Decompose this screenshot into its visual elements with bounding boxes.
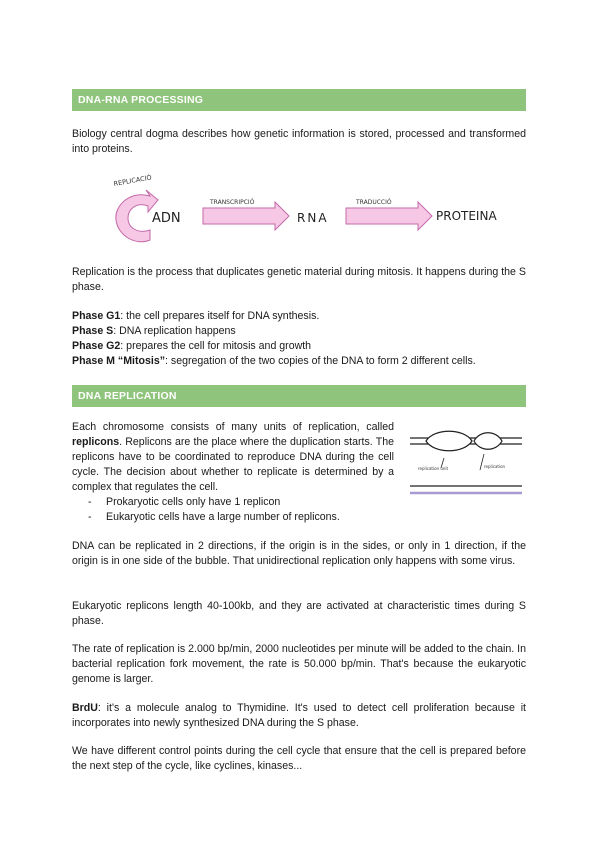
transcription-label: TRANSCRIPCIÓ — [210, 199, 255, 206]
rna-label: RNA — [297, 211, 329, 225]
replicons-paragraph: Each chromosome consists of many units of replication, called replicons. Replicons are the place where the duplication starts. The replicons have to be coordinated to reproduce DNA during the cell cycle. The decision about whether to replicate is determined by a complex that regulates the cell. — [72, 421, 394, 493]
replication-bubble-diagram — [404, 424, 528, 506]
translation-arrow — [346, 202, 432, 230]
replication-definition: Replication is the process that duplicates genetic material during mitosis. It happens during the S phase. — [72, 266, 526, 293]
eukaryotic-paragraph: Eukaryotic replicons length 40-100kb, and they are activated at characteristic times during S phase. — [72, 600, 526, 627]
phase-item-g2: Phase G2: prepares the cell for mitosis and growth — [72, 340, 312, 352]
phase-list — [72, 309, 526, 369]
translation-label: TRADUCCIÓ — [356, 199, 392, 206]
replication-bubble-left — [426, 431, 472, 451]
adn-label: ADN — [152, 211, 181, 226]
replication-label-right: replication — [484, 464, 506, 469]
replicon-bullet-list — [88, 495, 340, 525]
protein-label: PROTEINA — [436, 209, 497, 223]
replication-unit-label: replication unit — [418, 466, 449, 471]
bullet-item: - Eukaryotic cells have a large number of replicons. — [88, 511, 340, 523]
rate-paragraph: The rate of replication is 2.000 bp/min, 2000 nucleotides per minute will be added to the chain. In bacterial replication fork movement, the rate is 50.000 bp/min. That's because the eukaryotic genome is larger. — [72, 643, 526, 685]
brdu-paragraph: BrdU: it's a molecule analog to Thymidine. It's used to detect cell proliferation because it incorporates into newly synthesized DNA during the S phase. — [72, 702, 526, 729]
intro-paragraph: Biology central dogma describes how genetic information is stored, processed and transformed into proteins. — [72, 128, 526, 155]
central-dogma-diagram — [100, 172, 500, 254]
section-header-dna-replication: DNA REPLICATION — [72, 385, 526, 407]
replication-bubble-right — [474, 433, 502, 450]
phase-item-g1: Phase G1: the cell prepares itself for DNA synthesis. — [72, 310, 320, 322]
phase-item-s: Phase S: DNA replication happens — [72, 325, 236, 337]
directions-paragraph: DNA can be replicated in 2 directions, if the origin is in the sides, or only in 1 direction, if the origin is in one side of the bubble. That unidirectional replication only happens with some virus. — [72, 540, 526, 567]
phase-item-m: Phase M “Mitosis”: segregation of the two copies of the DNA to form 2 different cells. — [72, 355, 476, 367]
section-header-dna-rna-processing: DNA-RNA PROCESSING — [72, 89, 526, 111]
control-paragraph: We have different control points during the cell cycle that ensure that the cell is prepared before the next step of the cycle, like cyclines, kinases... — [72, 745, 526, 772]
replication-label: REPLICACIÓ — [112, 173, 153, 188]
transcription-arrow — [203, 202, 289, 230]
bullet-item: - Prokaryotic cells only have 1 replicon — [88, 496, 281, 508]
